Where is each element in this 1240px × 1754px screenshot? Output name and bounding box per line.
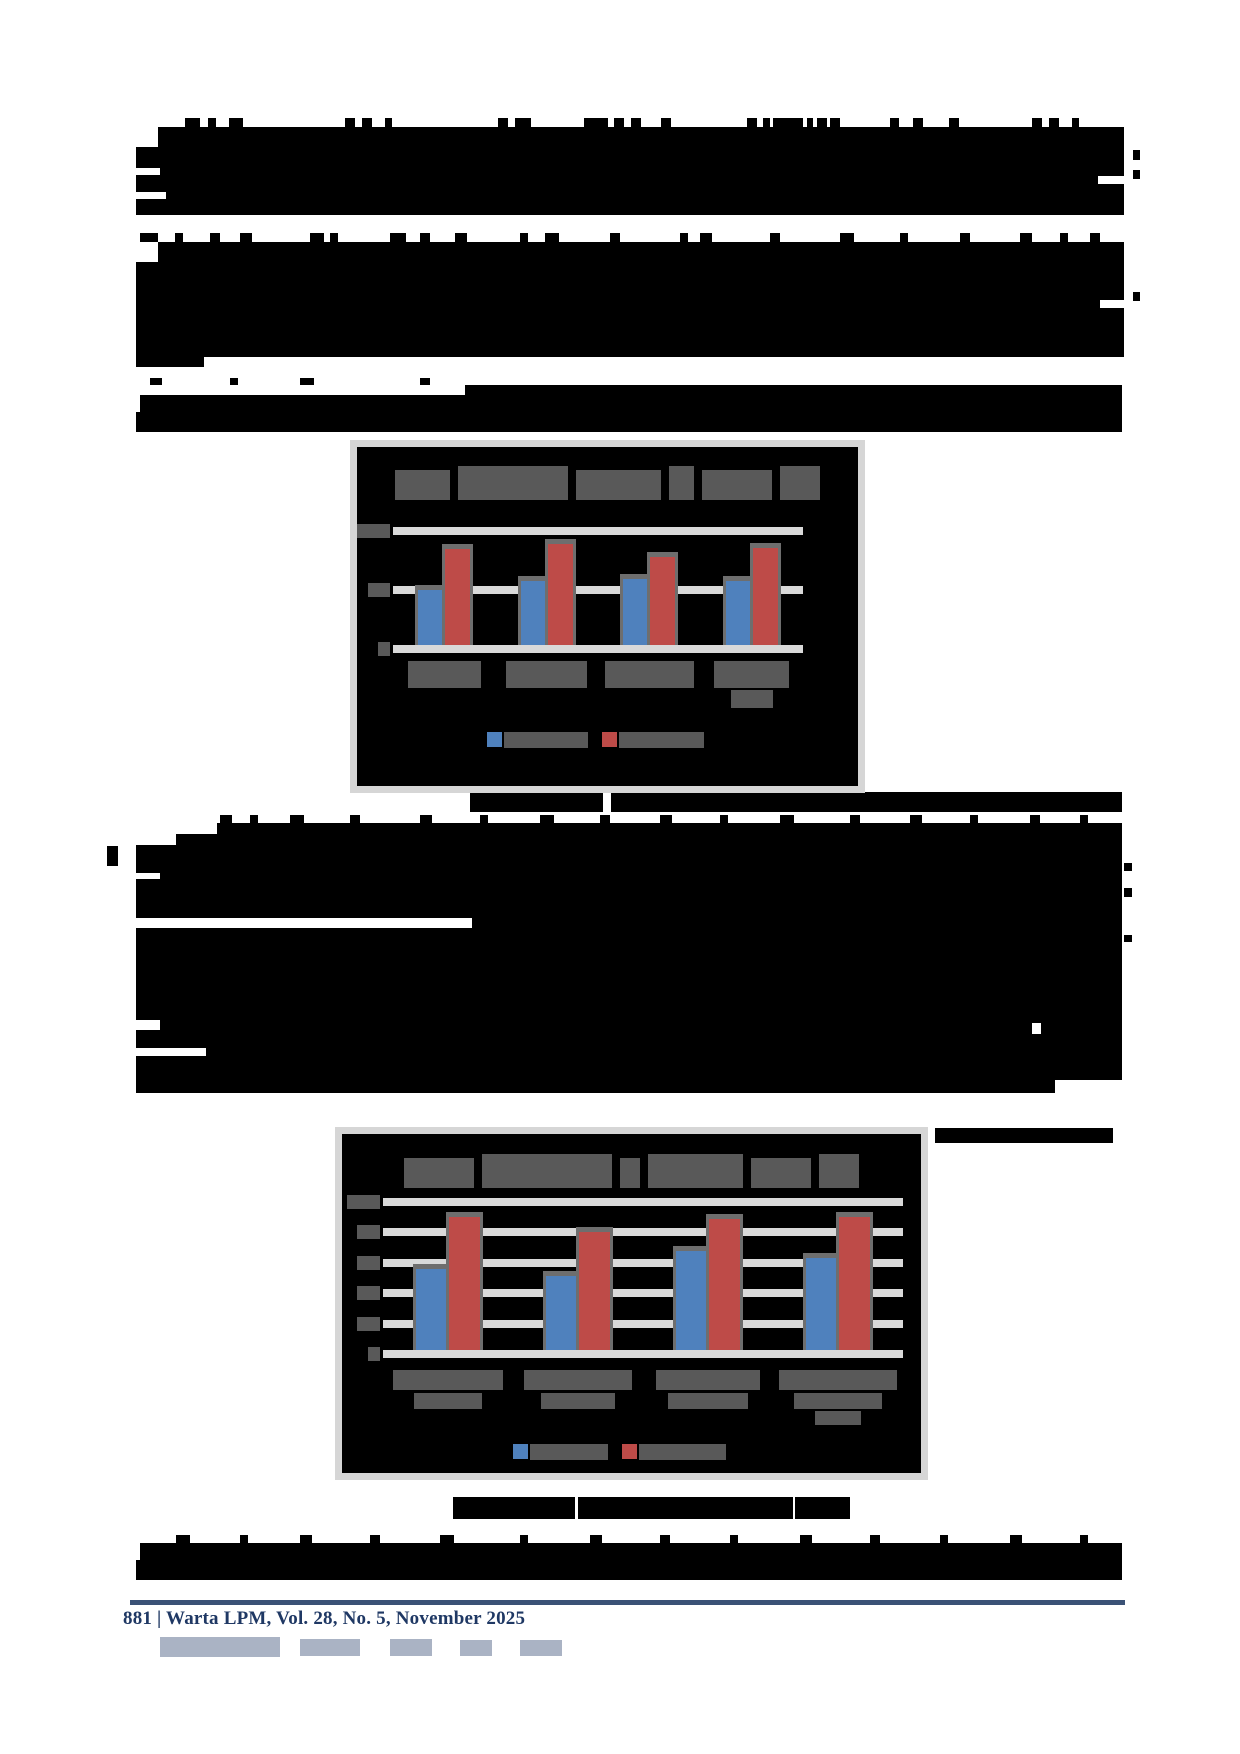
redaction-gap (136, 1048, 206, 1056)
redacted-ascender-tick (229, 118, 243, 127)
redacted-ascender-tick (300, 1535, 312, 1544)
redaction-gap (136, 127, 158, 147)
ytick-label-block-100 (357, 524, 390, 538)
redacted-ascender-tick (610, 233, 620, 242)
xtick-label-block (541, 1393, 615, 1409)
redacted-ascender-tick (840, 233, 854, 242)
redacted-text-paragraph-3 (1124, 888, 1132, 897)
redacted-ascender-tick (1032, 118, 1042, 127)
redaction-gap (136, 918, 472, 928)
xtick-label-block (668, 1393, 748, 1409)
chart-title-block (751, 1158, 811, 1188)
footer-divider-rule (130, 1600, 1125, 1605)
legend-label-block (619, 732, 704, 748)
redacted-ascender-tick (614, 118, 624, 127)
redacted-ascender-tick (590, 1535, 602, 1544)
redacted-ascender-tick (747, 118, 757, 127)
redaction-gap (136, 168, 160, 175)
redacted-ascender-tick (830, 118, 840, 127)
bar-red-series (548, 544, 573, 653)
figure-1-bar-chart-plot-background (357, 447, 858, 786)
footer-ghost-line-segment (390, 1639, 432, 1656)
redacted-ascender-tick (520, 233, 528, 242)
redacted-text-caption-below-figure-1 (470, 792, 603, 812)
redaction-gap (136, 1020, 160, 1030)
bar-red-series (650, 557, 675, 653)
redacted-ascender-tick (420, 815, 432, 824)
chart-title-block (780, 466, 820, 500)
redacted-text-paragraph-2 (1133, 292, 1140, 301)
ytick-label-block-80 (357, 1225, 380, 1239)
xtick-label-extra-line (731, 690, 773, 708)
redaction-gap (136, 823, 217, 834)
redacted-ascender-tick (720, 815, 728, 824)
redacted-ascender-tick (385, 118, 392, 127)
redacted-ascender-tick (520, 1535, 528, 1544)
xtick-label-block (524, 1370, 632, 1390)
redacted-text-paragraph-1 (1133, 150, 1140, 160)
bar-blue-series (546, 1276, 577, 1358)
redacted-ascender-tick (1080, 1535, 1088, 1544)
legend-swatch-blue (513, 1444, 528, 1459)
bar-blue-series (726, 581, 751, 653)
redacted-ascender-tick (330, 233, 338, 242)
redacted-ascender-tick (770, 233, 780, 242)
redacted-ascender-tick (890, 118, 899, 127)
redacted-ascender-tick (850, 815, 860, 824)
footer-ghost-line-segment (160, 1637, 280, 1657)
axis-baseline (383, 1350, 903, 1358)
redacted-ascender-tick (208, 118, 216, 127)
redacted-ascender-tick (176, 1535, 190, 1544)
redacted-ascender-tick (780, 815, 794, 824)
redacted-text-caption-above-figure-1 (136, 412, 1122, 432)
redacted-text-paragraph-1 (136, 127, 1124, 215)
bar-blue-series (416, 1269, 447, 1358)
xtick-label-block (656, 1370, 760, 1390)
redacted-ascender-tick (900, 233, 908, 242)
bar-blue-series (521, 581, 546, 653)
bar-red-series (579, 1232, 610, 1358)
legend-label-block (504, 732, 588, 748)
chart-title-block (648, 1154, 743, 1188)
redacted-ascender-tick (545, 233, 559, 242)
redacted-ascender-tick (910, 815, 922, 824)
redacted-ascender-tick (807, 118, 813, 127)
redacted-ascender-tick (515, 118, 531, 127)
redacted-ascender-tick (240, 233, 252, 242)
redacted-text-paragraph-2 (136, 357, 204, 367)
redacted-ascender-tick (730, 1535, 738, 1544)
redacted-ascender-tick (498, 118, 508, 127)
redacted-ascender-tick (773, 118, 803, 127)
legend-swatch-red (602, 732, 617, 747)
redacted-ascender-tick (175, 233, 183, 242)
redacted-ascender-tick (1010, 1535, 1022, 1544)
redacted-ascender-tick (763, 118, 770, 127)
redacted-ascender-tick (350, 815, 360, 824)
bar-red-series (449, 1217, 480, 1358)
bar-blue-series (623, 579, 648, 653)
footer-journal-line: 881 | Warta LPM, Vol. 28, No. 5, November 2025 (123, 1608, 526, 1629)
xtick-label-block (414, 1393, 482, 1409)
redaction-gap (140, 385, 465, 395)
redacted-text-paragraph-4 (140, 1543, 1122, 1560)
bar-blue-series (806, 1258, 837, 1358)
bar-red-series (445, 549, 470, 653)
redacted-ascender-tick (1080, 815, 1088, 824)
redacted-text-paragraph-1 (1133, 170, 1140, 179)
redacted-text-paragraph-3 (107, 846, 118, 866)
redacted-text-paragraph-3 (136, 823, 1122, 1093)
redaction-gap (1098, 176, 1124, 184)
redaction-gap (1100, 300, 1124, 308)
redacted-text-caption-below-figure-2 (453, 1497, 575, 1519)
bar-blue-series (676, 1251, 707, 1358)
bar-blue-series (418, 590, 443, 653)
redacted-ascender-tick (140, 233, 158, 242)
redacted-ascender-tick (960, 233, 970, 242)
redacted-ascender-tick (661, 118, 671, 127)
redacted-text-paragraph-2 (136, 242, 1124, 357)
redaction-gap (136, 873, 160, 879)
redacted-ascender-tick (220, 815, 232, 824)
redacted-ascender-tick (660, 1535, 670, 1544)
ytick-label-block-20 (357, 1317, 380, 1331)
xtick-label-block (393, 1370, 503, 1390)
footer-ghost-line-segment (460, 1640, 492, 1656)
redacted-ascender-tick (362, 118, 372, 127)
chart-title-block (576, 470, 661, 500)
xtick-label-block (408, 661, 481, 688)
chart-title-block (458, 466, 568, 500)
redaction-gap (1055, 1080, 1122, 1093)
redacted-text-caption-below-figure-2 (795, 1497, 850, 1519)
redacted-ascender-tick (913, 118, 923, 127)
chart-title-block (395, 470, 450, 500)
redaction-gap (136, 242, 158, 262)
chart-title-block (819, 1154, 859, 1188)
redacted-ascender-tick (870, 1535, 880, 1544)
redacted-ascender-tick (631, 118, 641, 127)
bar-red-series (753, 548, 778, 653)
redaction-gap (136, 192, 166, 199)
xtick-label-extra-line (815, 1411, 861, 1425)
redacted-text-paragraph-3 (1124, 935, 1132, 942)
redacted-ascender-tick (800, 1535, 812, 1544)
redacted-ascender-tick (680, 233, 688, 242)
chart-title-block (620, 1158, 640, 1188)
redacted-ascender-tick (290, 815, 304, 824)
bar-red-series (839, 1217, 870, 1358)
ytick-label-block-50 (368, 583, 390, 597)
redacted-ascender-tick (250, 815, 258, 824)
redacted-ascender-tick (370, 1535, 380, 1544)
redacted-ascender-tick (817, 118, 827, 127)
redacted-ascender-tick (480, 815, 488, 824)
legend-swatch-red (622, 1444, 637, 1459)
xtick-label-block (506, 661, 587, 688)
ytick-label-block-0 (368, 1347, 380, 1361)
footer-ghost-line-segment (300, 1639, 360, 1656)
bar-red-series (709, 1219, 740, 1358)
redacted-ascender-tick (660, 815, 672, 824)
redacted-ascender-tick (310, 233, 324, 242)
legend-label-block (530, 1444, 608, 1460)
redacted-text-caption-below-figure-1 (611, 792, 1122, 812)
redacted-ascender-tick (1020, 233, 1032, 242)
redacted-ascender-tick (440, 1535, 454, 1544)
gridline-100 (383, 1198, 903, 1206)
redacted-ascender-tick (940, 1535, 948, 1544)
redacted-ascender-tick (390, 233, 406, 242)
redacted-ascender-tick (185, 118, 200, 127)
xtick-label-block (714, 661, 789, 688)
redacted-ascender-tick (455, 233, 467, 242)
redacted-ascender-tick (1030, 815, 1040, 824)
ytick-label-block-60 (357, 1256, 380, 1270)
ytick-label-block-100 (347, 1195, 380, 1209)
redaction-gap (136, 834, 176, 845)
figure-2-bar-chart (335, 1127, 928, 1480)
ytick-label-block-0 (378, 642, 390, 656)
redacted-ascender-tick (1049, 118, 1059, 127)
redacted-ascender-tick (949, 118, 959, 127)
legend-swatch-blue (487, 732, 502, 747)
redacted-ascender-tick (210, 233, 220, 242)
redaction-gap (1032, 1023, 1041, 1034)
redacted-text-paragraph-4 (136, 1560, 1122, 1580)
xtick-label-block (794, 1393, 882, 1409)
chart-title-block (669, 466, 694, 500)
redacted-ascender-tick (584, 118, 608, 127)
redacted-ascender-tick (1060, 233, 1068, 242)
redacted-ascender-tick (600, 815, 610, 824)
redacted-text-text-line-right-of-figure-2 (935, 1128, 1113, 1143)
redacted-ascender-tick (345, 118, 355, 127)
ytick-label-block-40 (357, 1286, 380, 1300)
xtick-label-block (779, 1370, 897, 1390)
legend-label-block (639, 1444, 726, 1460)
footer-ghost-line-segment (520, 1640, 562, 1656)
gridline-100 (393, 527, 803, 535)
redacted-ascender-tick (970, 815, 978, 824)
redacted-ascender-tick (1090, 233, 1100, 242)
figure-1-bar-chart (350, 440, 865, 793)
redacted-ascender-tick (540, 815, 554, 824)
redacted-ascender-tick (240, 1535, 248, 1544)
redacted-text-caption-below-figure-2 (578, 1497, 793, 1519)
redacted-text-paragraph-3 (1124, 863, 1132, 871)
figure-2-bar-chart-plot-background (342, 1134, 921, 1473)
redacted-ascender-tick (1072, 118, 1079, 127)
redacted-ascender-tick (420, 233, 430, 242)
chart-title-block (702, 470, 772, 500)
axis-baseline (393, 645, 803, 653)
xtick-label-block (605, 661, 694, 688)
chart-title-block (404, 1158, 474, 1188)
chart-title-block (482, 1154, 612, 1188)
redacted-ascender-tick (700, 233, 712, 242)
